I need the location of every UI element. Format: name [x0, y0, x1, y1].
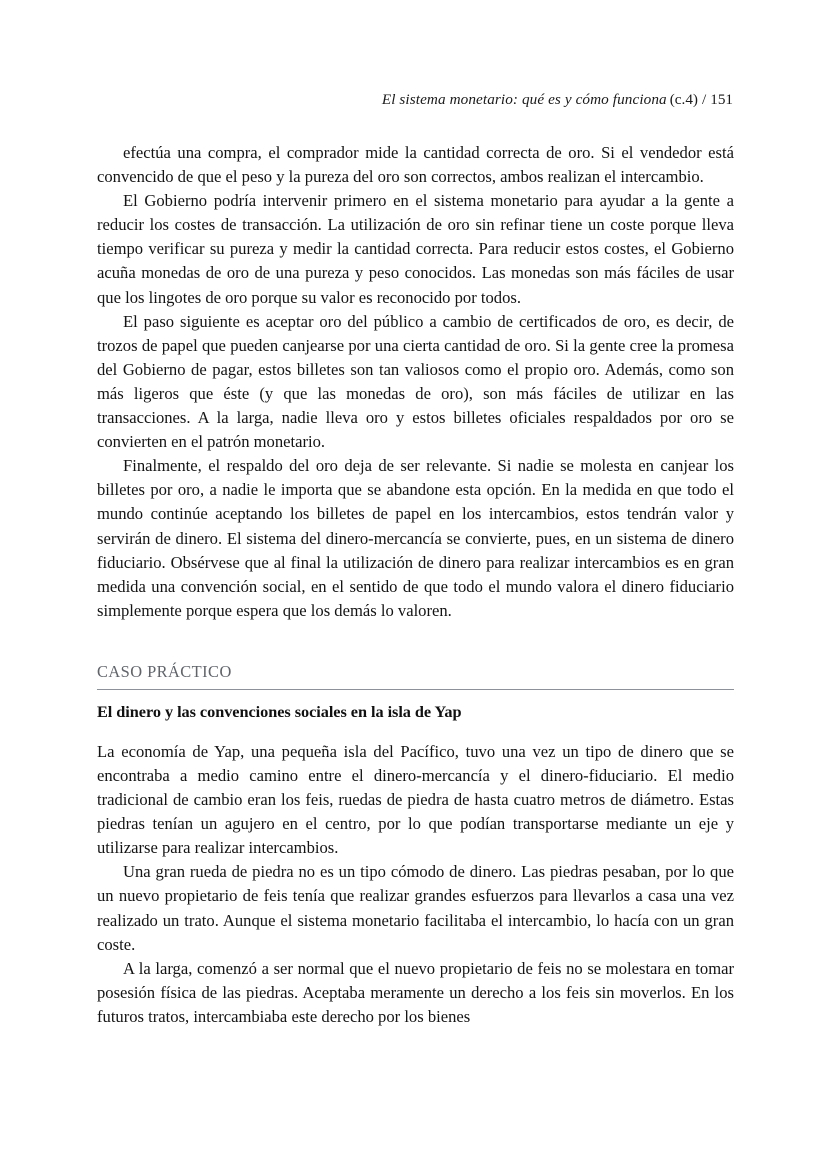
- case-study-divider: [97, 689, 734, 690]
- body-paragraph-2: El Gobierno podría intervenir primero en el sistema monetario para ayudar a la gente a reducir los costes de transacción. La utilización de oro sin refinar tiene un coste porque lleva tiempo verificar su pureza y medir la cantidad correcta. Para reducir estos costes, el Gobierno acuña monedas de oro de una pureza y peso conocidos. Las monedas son más fáciles de usar que los lingotes de oro porque su valor es reconocido por todos.: [97, 191, 734, 307]
- running-head-separator: /: [701, 91, 707, 108]
- body-paragraph-3: El paso siguiente es aceptar oro del público a cambio de certificados de oro, es decir, de trozos de papel que pueden canjearse por una cierta cantidad de oro. Si la gente cree la promesa del Gobierno de pagar, estos billetes son tan valiosos como el propio oro. Además, como son más ligeros que éste (y que las monedas de oro), son más fáciles de utilizar en las transacciones. A la larga, nadie lleva oro y estos billetes oficiales respaldados por oro se convierten en el patrón monetario.: [97, 311, 734, 452]
- case-study-paragraph-3: A la larga, comenzó a ser normal que el nuevo propietario de feis no se molestara en tomar posesión física de las piedras. Aceptaba meramente un derecho a los feis sin moverlos. En los futuros tratos, intercambiaba este derecho por los bienes: [97, 958, 734, 1026]
- body-paragraph-1: efectúa una compra, el comprador mide la cantidad correcta de oro. Si el vendedor está convencido de que el peso y la pureza del oro son correctos, ambos realizan el intercambio.: [97, 143, 734, 187]
- case-study-paragraph-2: Una gran rueda de piedra no es un tipo cómodo de dinero. Las piedras pesaban, por lo que un nuevo propietario de feis tenía que realizar grandes esfuerzos para llevarlos a casa una vez realizado un trato. Aunque el sistema monetario facilitaba el intercambio, lo hacía con un gran coste.: [97, 862, 734, 954]
- running-head-chapter: (c.4): [669, 91, 698, 108]
- case-study-paragraph-1: La economía de Yap, una pequeña isla del Pacífico, tuvo una vez un tipo de dinero que se encontraba a medio camino entre el dinero-mercancía y el dinero-fiduciario. El medio tradicional de cambio eran los feis, ruedas de piedra de hasta cuatro metros de diámetro. Estas piedras tenían un agujero en el centro, por lo que podían transportarse mediante un eje y utilizarse para realizar intercambios.: [97, 741, 734, 858]
- page-number: 151: [710, 91, 733, 108]
- case-study-kicker: CASO PRÁCTICO: [97, 661, 232, 681]
- body-paragraph-4: Finalmente, el respaldo del oro deja de ser relevante. Si nadie se molesta en canjear los billetes por oro, a nadie le importa que se abandone esta opción. En la medida en que todo el mundo continúe aceptando los billetes de papel en los intercambios, estos tendrán valor y servirán de dinero. El sistema del dinero-mercancía se convierte, pues, en un sistema de dinero fiduciario. Obsérvese que al final la utilización de dinero para realizar intercambios es en gran medida una convención social, en el sentido de que todo el mundo valora el dinero fiduciario simplemente porque espera que los demás lo valoren.: [97, 456, 734, 620]
- text-column: [97, 141, 734, 1029]
- case-study-block: [97, 661, 734, 1029]
- running-head-title: El sistema monetario: qué es y cómo funciona: [381, 91, 667, 108]
- running-head: [97, 90, 733, 110]
- case-study-subtitle: El dinero y las convenciones sociales en la isla de Yap: [97, 701, 462, 721]
